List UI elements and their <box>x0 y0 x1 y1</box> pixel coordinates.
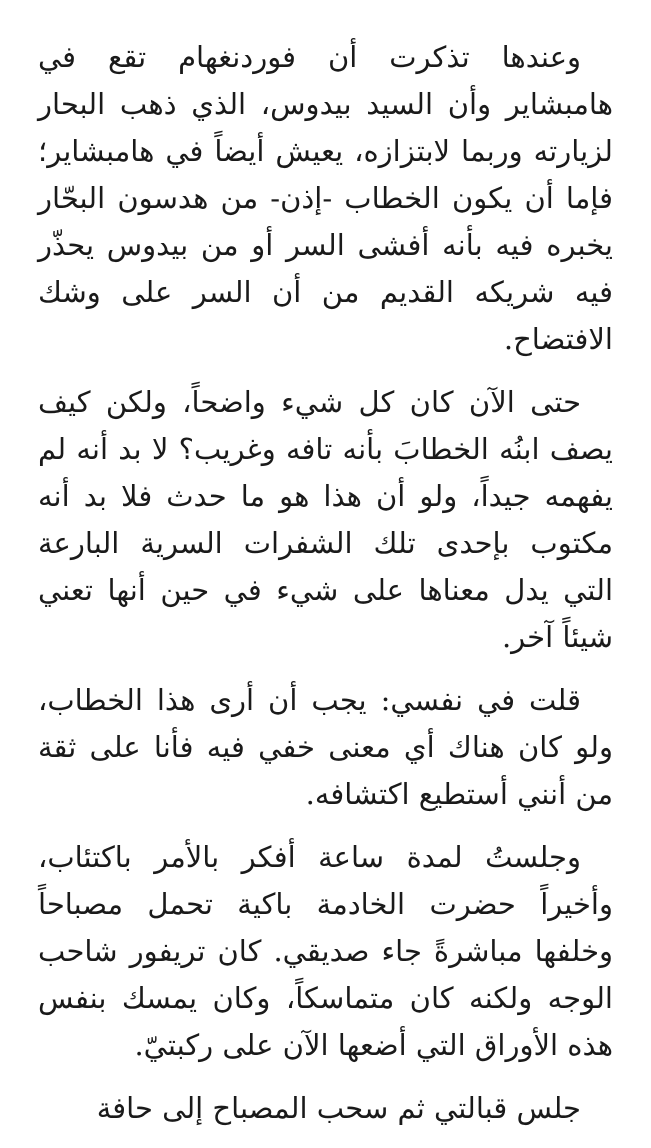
paragraph-4: وجلستُ لمدة ساعة أفكر بالأمر باكتئاب، وأخيراً حضرت الخادمة باكية تحمل مصباحاً وخلفها مباشرةً جاء صديقي. كان تريفور شاحب الوجه ولكنه كان متماسكاً، وكان يمسك بنفس هذه الأوراق التي أضعها الآن على ركبتيّ. <box>38 840 613 1062</box>
paragraph-5: جلس قبالتي ثم سحب المصباح إلى حافة <box>96 1091 581 1125</box>
paragraph-1: وعندها تذكرت أن فوردنغهام تقع في هامبشاير وأن السيد بيدوس، الذي ذهب البحار لزيارته وربما لابتزازه، يعيش أيضاً في هامبشاير؛ فإما أن يكون الخطاب -إذن- من هدسون البحّار يخبره فيه بأنه أفشى السر أو من بيدوس يحذّر فيه شريكه القديم من أن السر على وشك الافتضاح. <box>38 40 613 356</box>
paragraph-2: حتى الآن كان كل شيء واضحاً، ولكن كيف يصف ابنُه الخطابَ بأنه تافه وغريب؟ لا بد أنه لم يفهمه جيداً، ولو أن هذا هو ما حدث فلا بد أنه مكتوب بإحدى تلك الشفرات السرية البارعة التي يدل معناها على شيء في حين أنها تعني شيئاً آخر. <box>38 385 613 654</box>
paragraph-3: قلت في نفسي: يجب أن أرى هذا الخطاب، ولو كان هناك أي معنى خفي فيه فأنا على ثقة من أنني أستطيع اكتشافه. <box>38 683 613 811</box>
document-page <box>38 34 613 1148</box>
